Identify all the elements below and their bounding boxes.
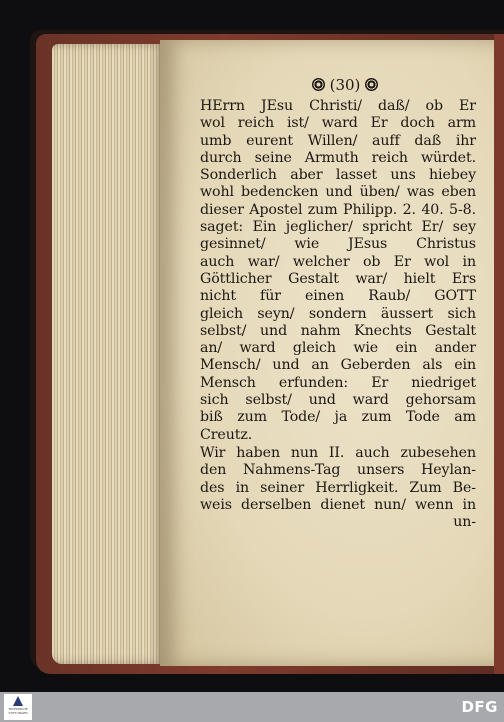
dfg-logo[interactable]: DFG <box>461 698 498 716</box>
text-line: umb eurent Willen/ auff daß ihr <box>200 132 476 149</box>
text-line: Wir haben nun II. auch zubesehen <box>200 444 476 461</box>
catchword: un- <box>453 514 476 531</box>
text-line: weis derselben dienet nun/ wenn in <box>200 496 476 513</box>
text-line: Göttlicher Gestalt war/ hielt Ers <box>200 270 476 287</box>
text-line: auch war/ welcher ob Er wol in <box>200 253 476 270</box>
text-line: Sonderlich aber lasset uns hiebey <box>200 167 476 184</box>
viewer-footer-bar <box>0 692 504 722</box>
logo-text: TECHNISCHE STIFTUNGEN <box>8 707 28 715</box>
text-line: sich selbst/ und ward gehorsam <box>200 392 476 409</box>
text-line: biß zum Tode/ ja zum Tode am <box>200 409 476 426</box>
text-line: gesinnet/ wie JEsus Christus <box>200 236 476 253</box>
text-line: des in seiner Herrligkeit. Zum Be- <box>200 479 476 496</box>
text-line: gleich seyn/ sondern äussert sich <box>200 305 476 322</box>
text-line: wol reich ist/ ward Er doch arm <box>200 115 476 132</box>
page-header <box>300 76 390 94</box>
text-line: Creutz. <box>200 426 253 443</box>
cover-edge-right <box>494 34 504 674</box>
text-line: dieser Apostel zum Philipp. 2. 40. 5-8. <box>200 201 476 218</box>
text-line: durch seine Armuth reich würdet. <box>200 149 476 166</box>
text-line: Mensch/ und an Geberden als ein <box>200 357 476 374</box>
text-line: saget: Ein jeglicher/ spricht Er/ sey <box>200 219 476 236</box>
text-line: nicht für einen Raub/ GOTT <box>200 288 476 305</box>
body-text <box>200 98 476 531</box>
logo-mark-icon <box>13 696 23 706</box>
text-line: HErrn JEsu Christi/ daß/ ob Er <box>200 98 476 114</box>
text-line: den Nahmens-Tag unsers Heylan- <box>200 462 476 479</box>
ornament-icon <box>312 78 325 91</box>
page-number: (30) <box>329 76 361 94</box>
institution-logo[interactable] <box>4 694 32 720</box>
text-line: wohl bedencken und üben/ was eben <box>200 184 476 201</box>
text-line: Mensch erfunden: Er niedriget <box>200 374 476 391</box>
text-line: selbst/ und nahm Knechts Gestalt <box>200 322 476 339</box>
ornament-icon <box>365 78 378 91</box>
page-edges <box>52 44 164 664</box>
text-line: an/ ward gleich wie ein ander <box>200 340 476 357</box>
